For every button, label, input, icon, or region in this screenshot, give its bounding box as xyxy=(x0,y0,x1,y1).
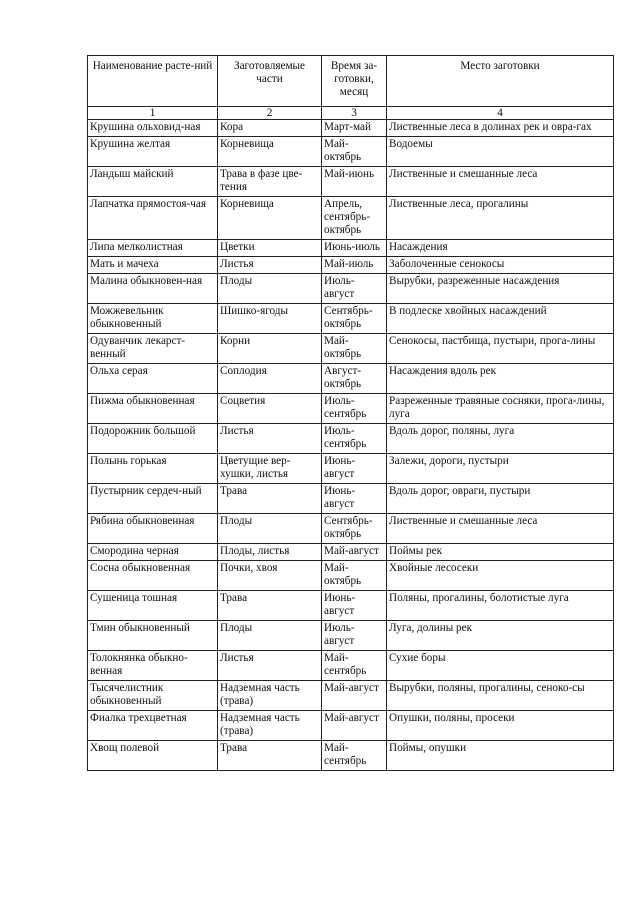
cell-harvest-time: Сентябрь-октябрь xyxy=(322,304,387,334)
cell-harvested-parts: Корневища xyxy=(218,137,322,167)
header-harvest-place: Место заготовки xyxy=(387,56,614,107)
cell-harvested-parts: Корневища xyxy=(218,197,322,240)
plant-harvest-table xyxy=(87,55,614,771)
table-row xyxy=(88,137,614,167)
cell-plant-name: Пижма обыкновенная xyxy=(88,394,218,424)
cell-plant-name: Крушина ольховид-ная xyxy=(88,120,218,137)
cell-harvested-parts: Плоды xyxy=(218,274,322,304)
cell-harvested-parts: Плоды xyxy=(218,514,322,544)
cell-harvest-time: Май-сентябрь xyxy=(322,651,387,681)
cell-harvest-place: Насаждения вдоль рек xyxy=(387,364,614,394)
cell-harvest-place: Вырубки, поляны, прогалины, сеноко-сы xyxy=(387,681,614,711)
cell-harvest-place: В подлеске хвойных насаждений xyxy=(387,304,614,334)
cell-harvest-place: Водоемы xyxy=(387,137,614,167)
cell-plant-name: Тысячелистник обыкновенный xyxy=(88,681,218,711)
column-number: 1 xyxy=(88,107,218,120)
cell-plant-name: Крушина желтая xyxy=(88,137,218,167)
table-row xyxy=(88,394,614,424)
column-number: 4 xyxy=(387,107,614,120)
cell-harvest-place: Луга, долины рек xyxy=(387,621,614,651)
cell-harvest-place: Хвойные лесосеки xyxy=(387,561,614,591)
cell-plant-name: Ольха серая xyxy=(88,364,218,394)
header-plant-name: Наименование расте-ний xyxy=(88,56,218,107)
cell-plant-name: Полынь горькая xyxy=(88,454,218,484)
table-row xyxy=(88,544,614,561)
cell-harvest-time: Май-август xyxy=(322,711,387,741)
cell-harvested-parts: Трава в фазе цве-тения xyxy=(218,167,322,197)
cell-plant-name: Мать и мачеха xyxy=(88,257,218,274)
column-number-row xyxy=(88,107,614,120)
cell-harvested-parts: Плоды, листья xyxy=(218,544,322,561)
cell-harvested-parts: Трава xyxy=(218,591,322,621)
cell-harvest-place: Заболоченные сенокосы xyxy=(387,257,614,274)
cell-harvested-parts: Надземная часть (трава) xyxy=(218,711,322,741)
cell-harvested-parts: Трава xyxy=(218,484,322,514)
cell-harvested-parts: Цветки xyxy=(218,240,322,257)
cell-harvest-time: Май-июнь xyxy=(322,167,387,197)
cell-plant-name: Липа мелколистная xyxy=(88,240,218,257)
cell-plant-name: Ландыш майский xyxy=(88,167,218,197)
cell-harvest-place: Лиственные леса в долинах рек и овра-гах xyxy=(387,120,614,137)
table-row xyxy=(88,681,614,711)
cell-plant-name: Сушеница тошная xyxy=(88,591,218,621)
table-body xyxy=(88,120,614,771)
cell-harvest-time: Май-август xyxy=(322,544,387,561)
header-harvest-time: Время за-готовки, месяц xyxy=(322,56,387,107)
table-row xyxy=(88,651,614,681)
cell-harvest-time: Июнь-август xyxy=(322,591,387,621)
table-row xyxy=(88,591,614,621)
cell-harvest-time: Май-июль xyxy=(322,257,387,274)
table-row xyxy=(88,424,614,454)
cell-plant-name: Пустырник сердеч-ный xyxy=(88,484,218,514)
cell-harvest-time: Июль-август xyxy=(322,621,387,651)
table-row xyxy=(88,741,614,771)
cell-plant-name: Толокнянка обыкно-венная xyxy=(88,651,218,681)
cell-plant-name: Рябина обыкновенная xyxy=(88,514,218,544)
cell-harvest-time: Май-октябрь xyxy=(322,561,387,591)
cell-plant-name: Тмин обыкновенный xyxy=(88,621,218,651)
cell-harvest-place: Вдоль дорог, овраги, пустыри xyxy=(387,484,614,514)
cell-harvest-time: Сентябрь-октябрь xyxy=(322,514,387,544)
cell-harvested-parts: Листья xyxy=(218,651,322,681)
cell-harvest-place: Сухие боры xyxy=(387,651,614,681)
table-row xyxy=(88,304,614,334)
cell-harvested-parts: Надземная часть (трава) xyxy=(218,681,322,711)
cell-harvest-time: Июль-сентябрь xyxy=(322,394,387,424)
column-number: 3 xyxy=(322,107,387,120)
cell-harvest-place: Вдоль дорог, поляны, луга xyxy=(387,424,614,454)
cell-harvest-time: Июль-сентябрь xyxy=(322,424,387,454)
table-header-row xyxy=(88,56,614,107)
cell-harvest-time: Июнь-июль xyxy=(322,240,387,257)
table-row xyxy=(88,514,614,544)
cell-harvest-place: Поймы рек xyxy=(387,544,614,561)
cell-plant-name: Смородина черная xyxy=(88,544,218,561)
table-row xyxy=(88,621,614,651)
cell-harvest-place: Опушки, поляны, просеки xyxy=(387,711,614,741)
table-row xyxy=(88,167,614,197)
table-row xyxy=(88,334,614,364)
cell-harvest-time: Май-октябрь xyxy=(322,137,387,167)
cell-harvest-time: Март-май xyxy=(322,120,387,137)
table-row xyxy=(88,274,614,304)
cell-harvest-time: Май-август xyxy=(322,681,387,711)
table-row xyxy=(88,561,614,591)
column-number: 2 xyxy=(218,107,322,120)
cell-harvested-parts: Кора xyxy=(218,120,322,137)
cell-harvested-parts: Соплодия xyxy=(218,364,322,394)
cell-harvest-place: Лиственные и смешанные леса xyxy=(387,514,614,544)
cell-plant-name: Одуванчик лекарст-венный xyxy=(88,334,218,364)
table-row xyxy=(88,484,614,514)
table-row xyxy=(88,711,614,741)
cell-harvested-parts: Шишко-ягоды xyxy=(218,304,322,334)
cell-harvest-place: Поляны, прогалины, болотистые луга xyxy=(387,591,614,621)
cell-harvest-time: Апрель, сентябрь-октябрь xyxy=(322,197,387,240)
cell-harvest-time: Июнь-август xyxy=(322,454,387,484)
cell-harvest-time: Август-октябрь xyxy=(322,364,387,394)
header-harvested-parts: Заготовляемые части xyxy=(218,56,322,107)
cell-harvest-place: Разреженные травяные сосняки, прога-лины, луга xyxy=(387,394,614,424)
cell-harvested-parts: Цветущие вер-хушки, листья xyxy=(218,454,322,484)
table-row xyxy=(88,454,614,484)
cell-harvest-place: Лиственные и смешанные леса xyxy=(387,167,614,197)
cell-harvested-parts: Корни xyxy=(218,334,322,364)
cell-plant-name: Сосна обыкновенная xyxy=(88,561,218,591)
cell-plant-name: Подорожник большой xyxy=(88,424,218,454)
table-row xyxy=(88,240,614,257)
cell-plant-name: Хвощ полевой xyxy=(88,741,218,771)
cell-plant-name: Малина обыкновен-ная xyxy=(88,274,218,304)
cell-harvest-place: Насаждения xyxy=(387,240,614,257)
cell-harvested-parts: Листья xyxy=(218,257,322,274)
cell-harvest-time: Июнь-август xyxy=(322,484,387,514)
cell-harvest-time: Июль-август xyxy=(322,274,387,304)
cell-harvest-place: Залежи, дороги, пустыри xyxy=(387,454,614,484)
cell-plant-name: Лапчатка прямостоя-чая xyxy=(88,197,218,240)
cell-harvest-place: Вырубки, разреженные насаждения xyxy=(387,274,614,304)
cell-harvest-place: Поймы, опушки xyxy=(387,741,614,771)
cell-harvested-parts: Соцветия xyxy=(218,394,322,424)
cell-harvested-parts: Трава xyxy=(218,741,322,771)
table-row xyxy=(88,257,614,274)
cell-plant-name: Фиалка трехцветная xyxy=(88,711,218,741)
cell-harvest-time: Май-октябрь xyxy=(322,334,387,364)
cell-plant-name: Можжевельник обыкновенный xyxy=(88,304,218,334)
table-row xyxy=(88,120,614,137)
cell-harvested-parts: Листья xyxy=(218,424,322,454)
table-row xyxy=(88,364,614,394)
cell-harvest-time: Май-сентябрь xyxy=(322,741,387,771)
cell-harvest-place: Сенокосы, пастбища, пустыри, прога-лины xyxy=(387,334,614,364)
table-row xyxy=(88,197,614,240)
cell-harvested-parts: Плоды xyxy=(218,621,322,651)
cell-harvest-place: Лиственные леса, прогалины xyxy=(387,197,614,240)
cell-harvested-parts: Почки, хвоя xyxy=(218,561,322,591)
